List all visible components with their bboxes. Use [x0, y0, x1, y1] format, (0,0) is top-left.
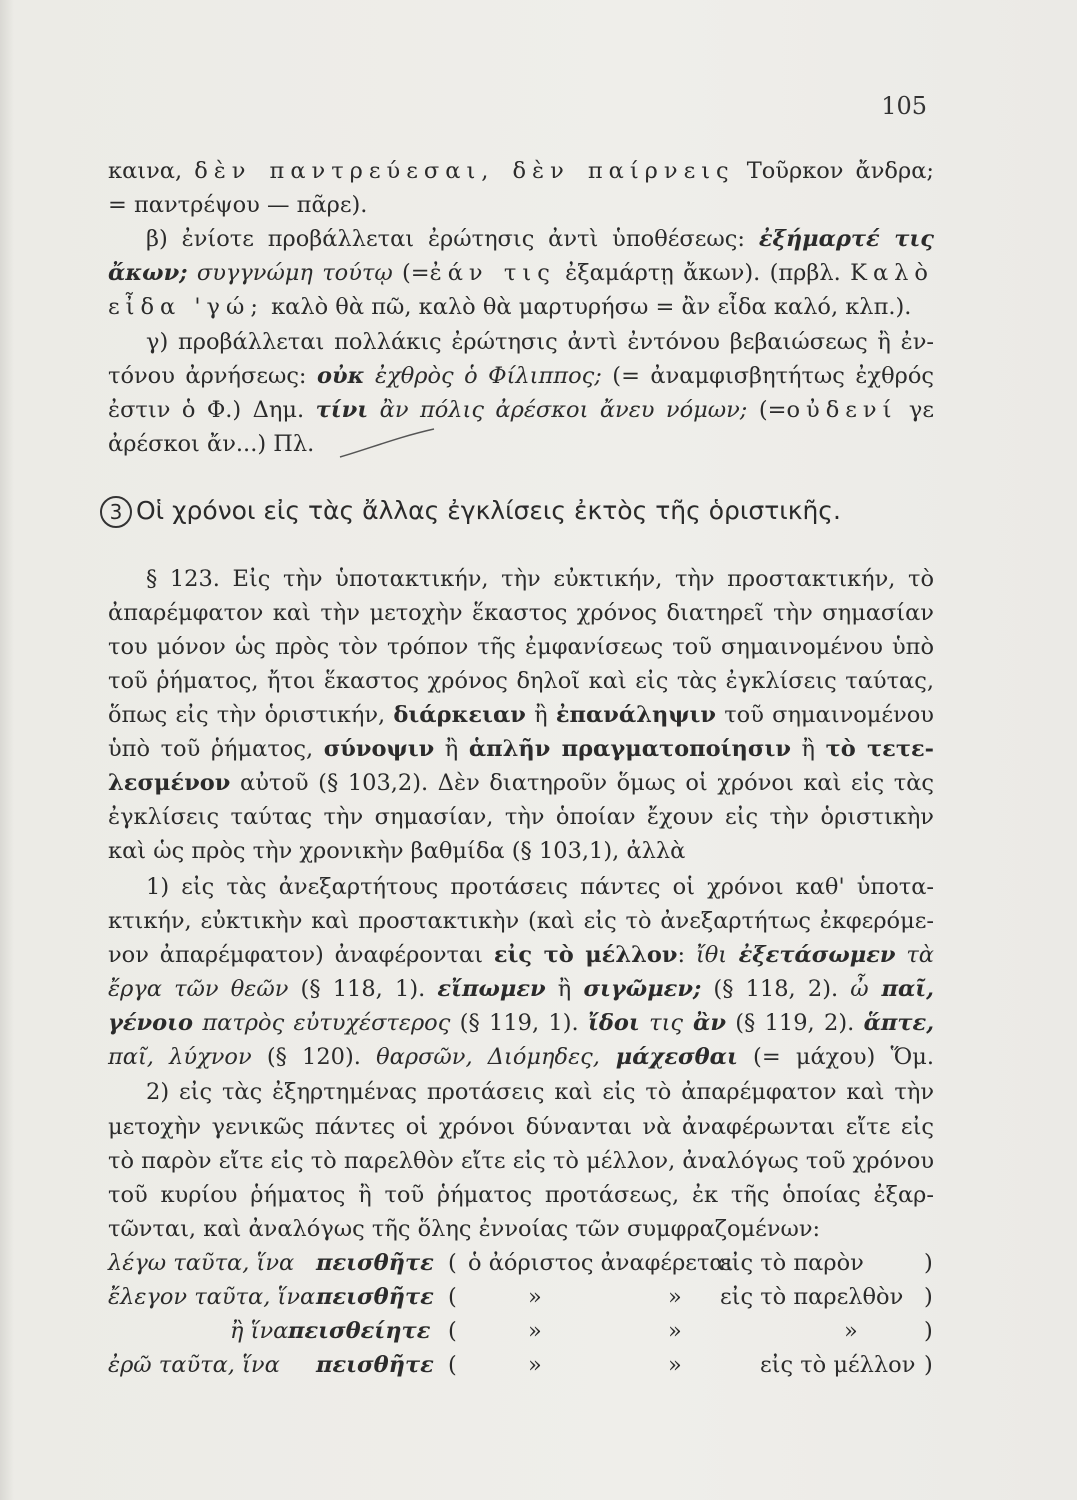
para-line-18: τὸ παρὸν εἴτε εἰς τὸ παρελθὸν εἴτε εἰς τὸ μέλλον, ἀναλόγως τοῦ χρόνου: [108, 1148, 934, 1174]
para-line-12: νον ἀπαρέμφατον) ἀναφέρονται εἰς τὸ μέλλον: ἴθι ἐξετάσωμεν τὰ: [108, 942, 934, 968]
book-page: 105 καινα, δὲν παντρεύεσαι, δὲν παίρνεις Τοῦρκον ἄνδρα; = παντρέψου — πᾶρε). β) ἐνίοτε προβάλλεται ἐρώτησις ἀντὶ ὑποθέσεως: ἐξήμαρτέ τις ἄκων; συγγνώμη τούτῳ (=ἐάν τις ἐξαμάρτῃ ἄκων). (πρβλ. Καλὸ εἶδα 'γώ; καλὸ θὰ πῶ, καλὸ θὰ μαρτυρήσω = ἂν εἶδα καλό, κλπ.). γ) προβάλλεται πολλάκις ἐρώτησις ἀντὶ ἐντόνου βεβαιώσεως ἢ ἐν- τόνου ἀρνήσεως: οὐκ ἐχθρὸς ὁ Φίλιππος; (= ἀναμφισβητήτως ἐχθρός ἐστιν ὁ Φ.) Δημ. τίνι ἂν πόλις ἀρέσκοι ἄνευ νόμων; (=οὐδενί γε ἀρέσκοι ἄν...) Πλ. 3 Οἱ χρόνοι εἰς τὰς ἄλλας ἐγκλίσεις ἐκτὸς τῆς ὁριστικῆς. § 123. Εἰς τὴν ὑποτακτικήν, τὴν εὐκτικήν, τὴν προστακτικήν, τὸ ἀπαρέμφατον καὶ τὴν μετοχὴν ἕκαστος χρόνος διατηρεῖ τὴν σημασίαν του μόνον ὡς πρὸς τὸν τρόπον τῆς ἐμφανίσεως τοῦ σημαινομένου ὑπὸ τοῦ ῥήματος, ἤτοι ἕκαστος χρόνος δηλοῖ καὶ εἰς τὰς ἐγκλίσεις ταύτας, ὅπως εἰς τὴν ὁριστικήν, διάρκειαν ἢ ἐπανάληψιν τοῦ σημαινομένου ὑπὸ τοῦ ῥήματος, σύνοψιν ἢ ἁπλῆν πραγματοποίησιν ἢ τὸ τετε- λεσμένον αὐτοῦ (§ 103,2). Δὲν διατηροῦν ὅμως οἱ χρόνοι καὶ εἰς τὰς ἐγκλίσεις ταύτας τὴν σημασίαν, τὴν ὁποίαν ἔχουν εἰς τὴν ὁριστικὴν καὶ ὡς πρὸς τὴν χρονικὴν βαθμίδα (§ 103,1), ἀλλὰ 1) εἰς τὰς ἀνεξαρτήτους προτάσεις πάντες οἱ χρόνοι καθ' ὑποτα- κτικήν, εὐκτικὴν καὶ προστακτικὴν (καὶ εἰς τὸ ἀνεξαρτήτως ἐκφερόμε- νον ἀπαρέμφατον) ἀναφέρονται εἰς τὸ μέλλον: ἴθι ἐξετάσωμεν τὰ ἔργα τῶν θεῶν (§ 118, 1). εἴπωμεν ἢ σιγῶμεν; (§ 118, 2). ὦ παῖ, γένοιο πατρὸς εὐτυχέστερος (§ 119, 1). ἴδοι τις ἂν (§ 119, 2). ἅπτε, παῖ, λύχνον (§ 120). θαρσῶν, Διόμηδες, μάχεσθαι (= μάχου) Ὅμ. 2) εἰς τὰς ἐξηρτημένας προτάσεις καὶ εἰς τὸ ἀπαρέμφατον καὶ τὴν μετοχὴν γενικῶς πάντες οἱ χρόνοι δύνανται νὰ ἀναφέρωνται εἴτε εἰς τὸ παρὸν εἴτε εἰς τὸ παρελθὸν εἴτε εἰς τὸ μέλλον, ἀναλόγως τοῦ χρόνου τοῦ κυρίου ῥήματος ἢ τοῦ ῥήματος προτάσεως, ἐκ τῆς ὁποίας ἐξαρ- τῶνται, καὶ ἀναλόγως τῆς ὅλης ἐννοίας τῶν συμφραζομένων: λέγω ταῦτα, ἵνα πεισθῆτε ( ὁ ἀόριστος ἀναφέρεται εἰς τὸ παρὸν ) ἔλεγον ταῦτα, ἵνα πεισθῆτε ( » » εἰς τὸ παρελθὸν ) ἢ ἵνα πεισθείητε ( » » » ) ἐρῶ ταῦτα, ἵνα πεισθῆτε ( » » εἰς τὸ μέλλον ): [0, 0, 1077, 1500]
para-line-20: τῶνται, καὶ ἀναλόγως τῆς ὅλης ἐννοίας τῶν συμφραζομένων:: [108, 1216, 821, 1242]
page-number: 105: [881, 92, 927, 120]
para-line-10: 1) εἰς τὰς ἀνεξαρτήτους προτάσεις πάντες οἱ χρόνοι καθ' ὑποτα-: [146, 874, 934, 900]
text-line-1: καινα, δὲν παντρεύεσαι, δὲν παίρνεις Τοῦρκον ἄνδρα;: [108, 158, 934, 184]
text-line-3: β) ἐνίοτε προβάλλεται ἐρώτησις ἀντὶ ὑποθέσεως: ἐξήμαρτέ τις: [146, 226, 934, 252]
item-number-2: 2): [146, 1079, 170, 1105]
text-line-2: = παντρέψου — πᾶρε).: [108, 192, 368, 218]
text-line-7: τόνου ἀρνήσεως: οὐκ ἐχθρὸς ὁ Φίλιππος; (= ἀναμφισβητήτως ἐχθρός: [108, 363, 934, 389]
para-line-7: λεσμένον αὐτοῦ (§ 103,2). Δὲν διατηροῦν ὅμως οἱ χρόνοι καὶ εἰς τὰς: [108, 770, 934, 796]
para-line-4: τοῦ ῥήματος, ἤτοι ἕκαστος χρόνος δηλοῖ καὶ εἰς τὰς ἐγκλίσεις ταύτας,: [108, 668, 934, 694]
para-line-15: παῖ, λύχνον (§ 120). θαρσῶν, Διόμηδες, μάχεσθαι (= μάχου) Ὅμ.: [108, 1044, 934, 1070]
text-line-5: εἶδα 'γώ; καλὸ θὰ πῶ, καλὸ θὰ μαρτυρήσω = ἂν εἶδα καλό, κλπ.).: [108, 294, 912, 320]
text-line-8: ἐστιν ὁ Φ.) Δημ. τίνι ἂν πόλις ἀρέσκοι ἄνευ νόμων; (=οὐδενί γε: [108, 397, 934, 423]
para-line-11: κτικήν, εὐκτικὴν καὶ προστακτικὴν (καὶ εἰς τὸ ἀνεξαρτήτως ἐκφερόμε-: [108, 908, 934, 934]
para-line-9: καὶ ὡς πρὸς τὴν χρονικὴν βαθμίδα (§ 103,1), ἀλλὰ: [108, 838, 686, 864]
para-line-2: ἀπαρέμφατον καὶ τὴν μετοχὴν ἕκαστος χρόνος διατηρεῖ τὴν σημασίαν: [108, 600, 934, 626]
para-line-14: γένοιο πατρὸς εὐτυχέστερος (§ 119, 1). ἴδοι τις ἂν (§ 119, 2). ἅπτε,: [108, 1010, 935, 1036]
para-line-3: του μόνον ὡς πρὸς τὸν τρόπον τῆς ἐμφανίσεως τοῦ σημαινομένου ὑπὸ: [108, 634, 934, 660]
item-number-1: 1): [146, 874, 170, 900]
pencil-mark-icon: [338, 425, 438, 461]
para-line-13: ἔργα τῶν θεῶν (§ 118, 1). εἴπωμεν ἢ σιγῶμεν; (§ 118, 2). ὦ παῖ,: [108, 976, 934, 1002]
para-line-6: ὑπὸ τοῦ ῥήματος, σύνοψιν ἢ ἁπλῆν πραγματοποίησιν ἢ τὸ τετε-: [108, 736, 935, 762]
text-line-9: ἀρέσκοι ἄν...) Πλ.: [108, 431, 315, 457]
para-line-5: ὅπως εἰς τὴν ὁριστικήν, διάρκειαν ἢ ἐπανάληψιν τοῦ σημαινομένου: [108, 702, 934, 728]
para-line-17: μετοχὴν γενικῶς πάντες οἱ χρόνοι δύνανται νὰ ἀναφέρωνται εἴτε εἰς: [108, 1114, 934, 1140]
text-line-4: ἄκων; συγγνώμη τούτῳ (=ἐάν τις ἐξαμάρτῃ ἄκων). (πρβλ. Καλὸ: [108, 260, 934, 286]
section-heading: 3 Οἱ χρόνοι εἰς τὰς ἄλλας ἐγκλίσεις ἐκτὸς τῆς ὁριστικῆς.: [100, 494, 841, 528]
para-line-1: § 123. Εἰς τὴν ὑποτακτικήν, τὴν εὐκτικήν, τὴν προστακτικήν, τὸ: [146, 566, 934, 592]
para-line-8: ἐγκλίσεις ταύτας τὴν σημασίαν, τὴν ὁποίαν ἔχουν εἰς τὴν ὁριστικὴν: [108, 804, 934, 830]
section-number-circle: 3: [100, 496, 132, 528]
para-line-19: τοῦ κυρίου ῥήματος ἢ τοῦ ῥήματος προτάσεως, ἐκ τῆς ὁποίας ἐξαρ-: [108, 1182, 934, 1208]
para-line-16: 2) εἰς τὰς ἐξηρτημένας προτάσεις καὶ εἰς τὸ ἀπαρέμφατον καὶ τὴν: [146, 1079, 934, 1105]
text-line-6: γ) προβάλλεται πολλάκις ἐρώτησις ἀντὶ ἐντόνου βεβαιώσεως ἢ ἐν-: [146, 329, 934, 355]
